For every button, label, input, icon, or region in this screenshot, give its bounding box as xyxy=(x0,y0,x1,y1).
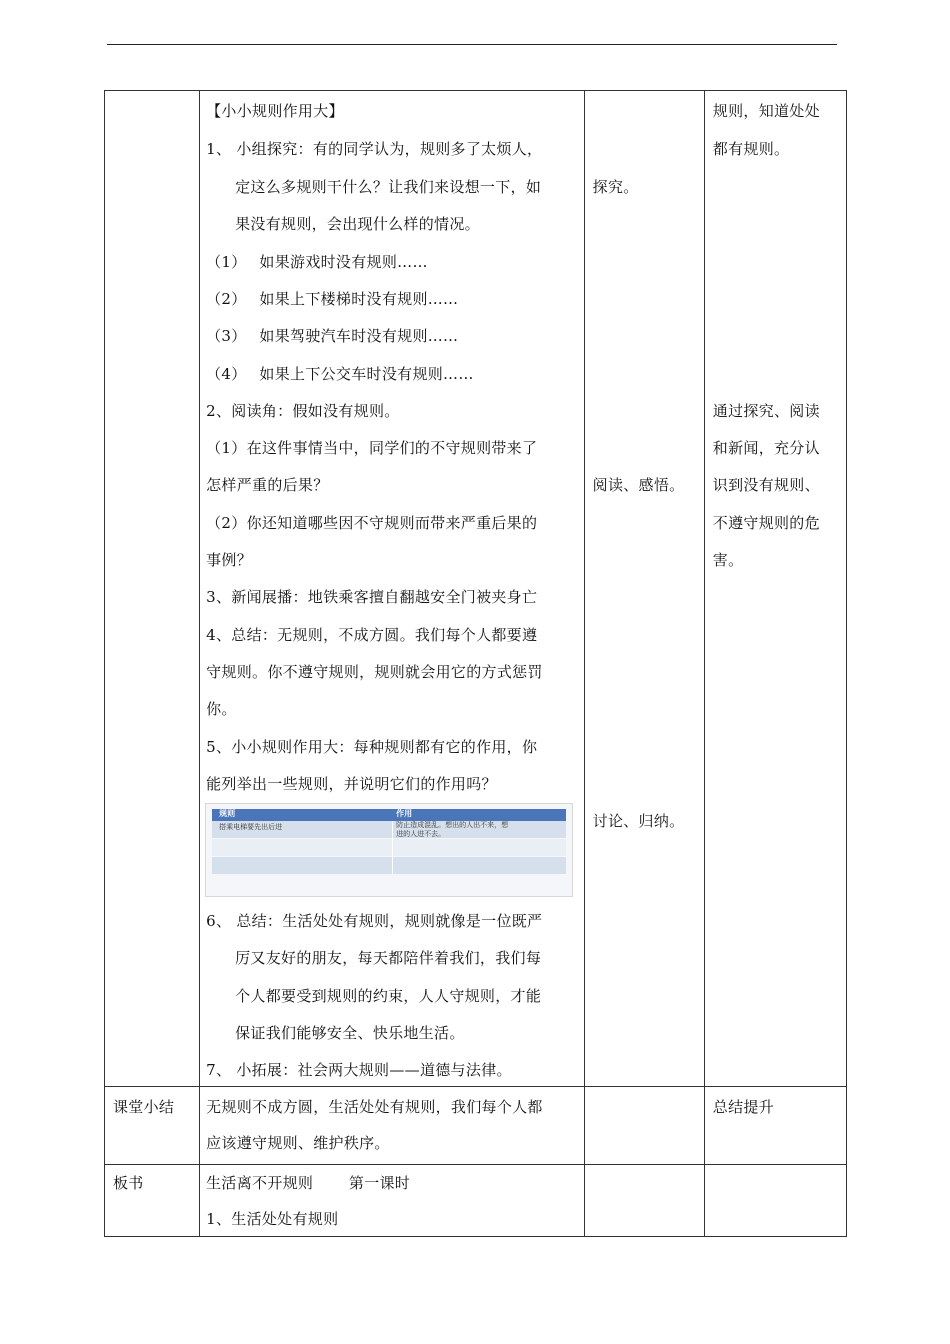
board-row xyxy=(105,1165,847,1237)
intent-line: 不遵守规则的危 xyxy=(712,514,820,532)
student-activity-explore: 探究。 xyxy=(592,178,639,196)
text-line: 守规则。你不遵守规则，规则就会用它的方式惩罚 xyxy=(206,663,543,681)
embedded-column-divider xyxy=(392,821,393,874)
text-line: 5、小小规则作用大：每种规则都有它的作用，你 xyxy=(206,738,538,756)
embedded-header-rule: 规则 xyxy=(219,809,236,818)
summary-intent: 总结提升 xyxy=(712,1098,774,1116)
board-label: 板书 xyxy=(113,1174,144,1192)
text-line: 1、 小组探究：有的同学认为，规则多了太烦人， xyxy=(206,140,543,158)
embedded-cell-rule: 搭乘电梯要先出后进 xyxy=(219,823,283,831)
text-line: 定这么多规则干什么？让我们来设想一下，如 xyxy=(235,178,542,196)
text-line: 7、 小拓展：社会两大规则——道德与法律。 xyxy=(206,1061,512,1079)
embedded-table-row xyxy=(212,857,566,874)
summary-activity-cell xyxy=(584,1087,704,1165)
intent-line: 害。 xyxy=(712,551,744,569)
board-intent-cell xyxy=(704,1165,846,1237)
text-line: 厉又友好的朋友，每天都陪伴着我们，我们每 xyxy=(235,949,542,967)
summary-row xyxy=(105,1087,847,1165)
text-line: 4、总结：无规则，不成方圆。我们每个人都要遵 xyxy=(206,626,538,644)
board-activity-cell xyxy=(584,1165,704,1237)
text-line: 能列举出一些规则，并说明它们的作用吗？ xyxy=(206,775,497,793)
embedded-table-row xyxy=(212,839,566,856)
text-line: 果没有规则，会出现什么样的情况。 xyxy=(235,215,480,233)
embedded-table-image xyxy=(205,803,573,897)
student-activity-cell xyxy=(584,91,704,1087)
embedded-cell-effect-line1: 防止造成混乱。想出的人出不来，想 xyxy=(396,821,509,829)
summary-content-cell xyxy=(200,1087,585,1165)
summary-intent-cell xyxy=(704,1087,846,1165)
text-line: 6、 总结：生活处处有规则，规则就像是一位既严 xyxy=(206,912,543,930)
text-line: （1） 如果游戏时没有规则…… xyxy=(206,253,428,271)
text-line: 个人都要受到规则的约束，人人守规则，才能 xyxy=(235,987,542,1005)
text-line: 你。 xyxy=(206,700,237,718)
board-label-cell xyxy=(105,1165,200,1237)
teacher-activity-cell xyxy=(200,91,585,1087)
text-line: （3） 如果驾驶汽车时没有规则…… xyxy=(206,327,459,345)
text-line: 3、新闻展播：地铁乘客擅自翻越安全门被夹身亡 xyxy=(206,588,538,606)
intent-line: 识到没有规则、 xyxy=(712,476,820,494)
text-line: 2、阅读角：假如没有规则。 xyxy=(206,402,400,420)
intent-line: 规则，知道处处 xyxy=(712,102,820,120)
embedded-table-row xyxy=(212,821,566,838)
student-activity-discuss: 讨论、归纳。 xyxy=(592,812,685,830)
lesson-plan-table xyxy=(104,90,847,1237)
text-line: （2）你还知道哪些因不守规则而带来严重后果的 xyxy=(206,514,538,532)
text-line: （4） 如果上下公交车时没有规则…… xyxy=(206,365,474,383)
intent-line: 和新闻，充分认 xyxy=(712,439,820,457)
embedded-cell-effect-line2: 进的人进不去。 xyxy=(396,830,446,838)
summary-label-cell xyxy=(105,1087,200,1165)
board-line: 生活离不开规则 第一课时 xyxy=(206,1174,411,1192)
intent-line: 都有规则。 xyxy=(712,140,790,158)
section-title: 【小小规则作用大】 xyxy=(206,102,344,120)
text-line: 怎样严重的后果？ xyxy=(206,476,329,494)
text-line: 事例？ xyxy=(206,551,253,569)
design-intent-cell xyxy=(704,91,846,1087)
teaching-process-row xyxy=(105,91,847,1087)
embedded-header-effect: 作用 xyxy=(396,809,413,818)
page-header-rule xyxy=(107,44,837,45)
embedded-table-header xyxy=(212,809,566,821)
summary-line: 无规则不成方圆，生活处处有规则，我们每个人都 xyxy=(206,1098,543,1116)
board-line: 1、生活处处有规则 xyxy=(206,1210,339,1228)
summary-line: 应该遵守规则、维护秩序。 xyxy=(206,1134,390,1152)
board-content-cell xyxy=(200,1165,585,1237)
intent-line: 通过探究、阅读 xyxy=(712,402,820,420)
text-line: （1）在这件事情当中，同学们的不守规则带来了 xyxy=(206,439,538,457)
summary-label: 课堂小结 xyxy=(113,1098,175,1116)
text-line: 保证我们能够安全、快乐地生活。 xyxy=(235,1024,465,1042)
text-line: （2） 如果上下楼梯时没有规则…… xyxy=(206,290,459,308)
stage-label-cell xyxy=(105,91,200,1087)
student-activity-read: 阅读、感悟。 xyxy=(592,476,685,494)
